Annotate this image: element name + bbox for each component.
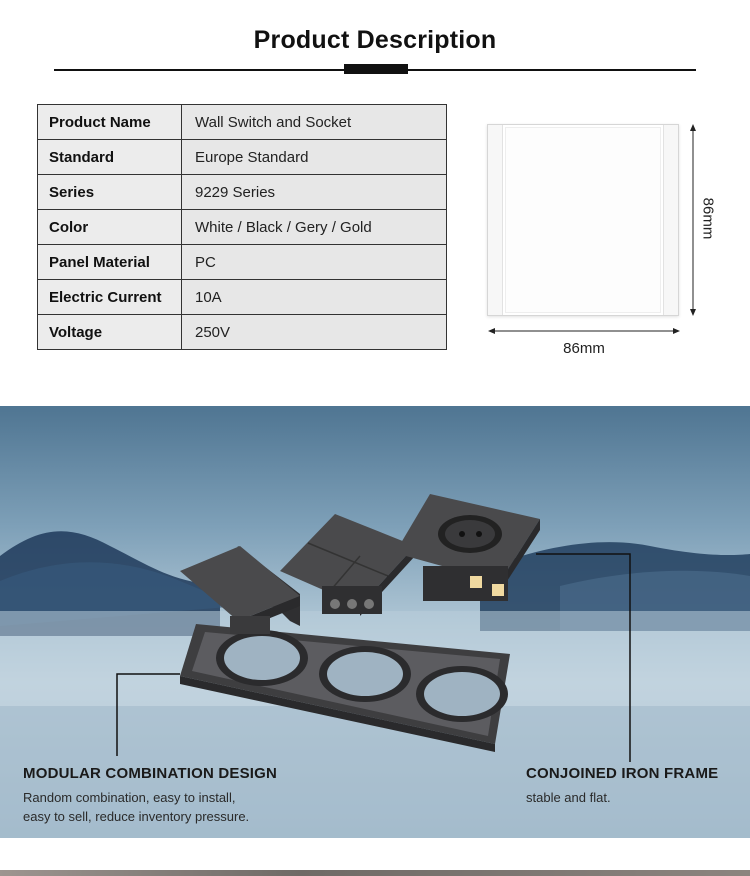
table-row [38, 210, 447, 245]
width-dimension-arrow [488, 326, 680, 336]
spec-value: Europe Standard [182, 140, 447, 175]
spec-value: Wall Switch and Socket [182, 105, 447, 140]
feature-desc-modular-line1: Random combination, easy to install, [23, 790, 236, 805]
spec-value: 10A [182, 280, 447, 315]
plate-rail-left [488, 125, 503, 315]
feature-title-iron-frame: CONJOINED IRON FRAME [526, 765, 719, 782]
height-dimension-arrow [688, 124, 698, 316]
table-row [38, 315, 447, 350]
feature-desc-iron-frame: stable and flat. [526, 790, 611, 805]
page-title: Product Description [253, 26, 497, 54]
feature-desc-modular-line2: easy to sell, reduce inventory pressure. [23, 809, 250, 824]
table-row [38, 175, 447, 210]
switch-panel-middle [280, 514, 415, 616]
spec-label: Voltage [38, 315, 182, 350]
spec-value: White / Black / Gery / Gold [182, 210, 447, 245]
title-accent-bar [344, 64, 408, 74]
spec-label: Color [38, 210, 182, 245]
table-row [38, 140, 447, 175]
spec-label: Panel Material [38, 245, 182, 280]
width-dimension-label: 86mm [563, 340, 605, 357]
plate-rail-right [663, 125, 678, 315]
spec-value: PC [182, 245, 447, 280]
feature-title-modular: MODULAR COMBINATION DESIGN [23, 765, 278, 782]
spec-label: Standard [38, 140, 182, 175]
table-row [38, 280, 447, 315]
spec-label: Electric Current [38, 280, 182, 315]
spec-value: 9229 Series [182, 175, 447, 210]
plate-face [505, 127, 661, 313]
height-dimension-label: 86mm [699, 197, 717, 240]
spec-label: Product Name [38, 105, 182, 140]
spec-table [37, 104, 447, 350]
spec-label: Series [38, 175, 182, 210]
product-scene [0, 406, 750, 838]
spec-value: 250V [182, 315, 447, 350]
switch-plate-image [487, 124, 679, 316]
table-row [38, 105, 447, 140]
table-row [38, 245, 447, 280]
next-section-edge [0, 870, 750, 876]
